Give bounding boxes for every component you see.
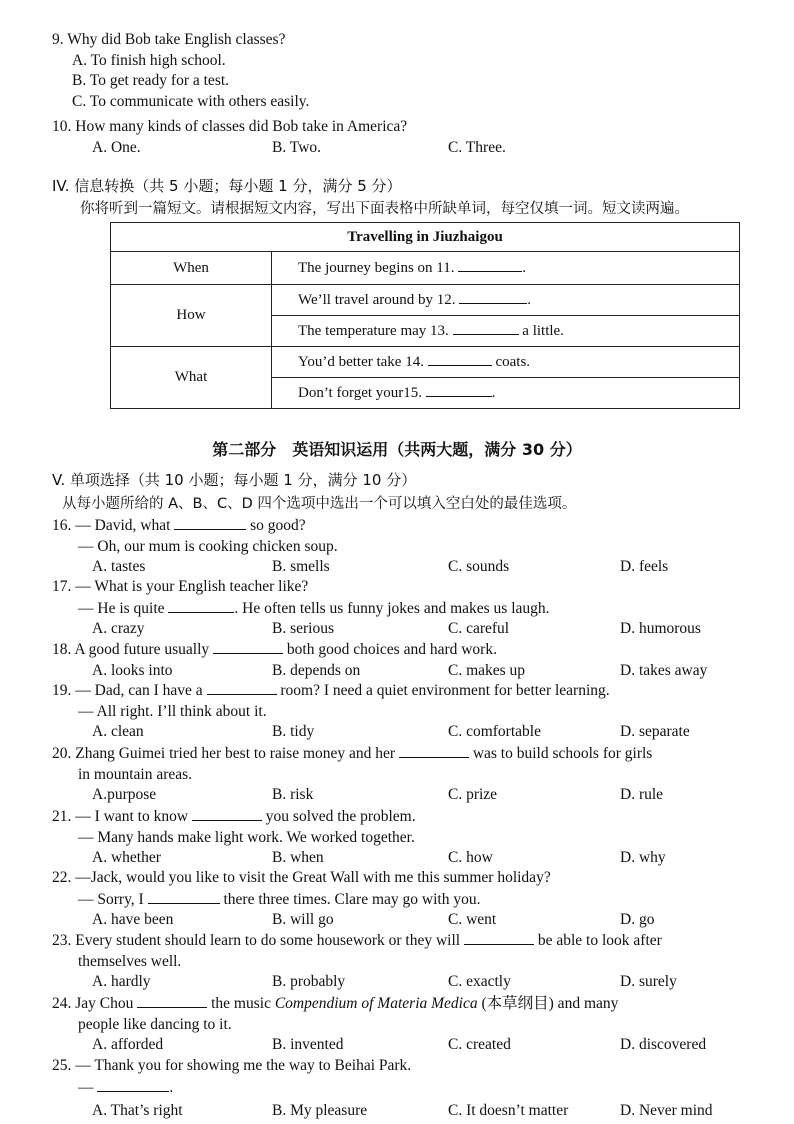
option-c: C. careful bbox=[448, 620, 510, 638]
option-c: C. created bbox=[448, 1036, 511, 1054]
row-label: How bbox=[111, 285, 272, 347]
answer-blank[interactable] bbox=[207, 680, 277, 695]
answer-blank[interactable] bbox=[464, 930, 534, 945]
question-9 bbox=[52, 30, 772, 112]
option-b: B. Two. bbox=[272, 138, 322, 156]
option-b: B. when bbox=[272, 849, 324, 867]
question-10 bbox=[52, 117, 772, 159]
answer-blank[interactable] bbox=[148, 889, 220, 904]
option-d: D. humorous bbox=[620, 620, 701, 638]
option-c: C. comfortable bbox=[448, 723, 541, 741]
option-d: D. why bbox=[620, 849, 666, 867]
option-c: C. To communicate with others easily. bbox=[72, 92, 310, 110]
option-a: A. crazy bbox=[92, 620, 145, 638]
option-d: D. go bbox=[620, 911, 655, 929]
option-b: B. serious bbox=[272, 620, 334, 638]
table-row bbox=[111, 347, 740, 378]
option-b: B. depends on bbox=[272, 661, 361, 679]
answer-blank-13[interactable] bbox=[453, 320, 519, 335]
option-b: B. My pleasure bbox=[272, 1102, 368, 1120]
option-a: A. looks into bbox=[92, 661, 173, 679]
option-b: B. risk bbox=[272, 786, 314, 804]
row-label: When bbox=[111, 252, 272, 285]
option-b: B. To get ready for a test. bbox=[72, 72, 230, 90]
info-table bbox=[110, 222, 740, 409]
question-stem: 9. Why did Bob take English classes? bbox=[52, 31, 286, 48]
option-d: D. rule bbox=[620, 786, 664, 804]
question-17: 17. — What is your English teacher like? — He is quite . He often tells us funny jokes and makes us laugh. A. crazy B. serious C. careful D. humorous bbox=[52, 577, 772, 640]
table-title: Travelling in Jiuzhaigou bbox=[111, 223, 740, 252]
option-b: B. smells bbox=[272, 558, 330, 576]
answer-blank-11[interactable] bbox=[458, 257, 522, 272]
answer-blank[interactable] bbox=[97, 1077, 169, 1092]
table-cell: The temperature may 13. a little. bbox=[272, 316, 740, 347]
question-23: 23. Every student should learn to do some housework or they will be able to look after themselves well. A. hardly B. probably C. exactly D. surely bbox=[52, 930, 772, 993]
question-20: 20. Zhang Guimei tried her best to raise money and her was to build schools for girls in mountain areas. A.purpose B. risk C. prize D. rule bbox=[52, 743, 772, 806]
option-a: A. clean bbox=[92, 723, 144, 741]
option-a: A. One. bbox=[92, 138, 141, 156]
book-title: Compendium of Materia Medica bbox=[274, 995, 478, 1012]
option-a: A. hardly bbox=[92, 973, 151, 991]
question-18: 18. A good future usually both good choices and hard work. A. looks into B. depends on C. makes up D. takes away bbox=[52, 639, 772, 682]
table-cell: The journey begins on 11. . bbox=[272, 252, 740, 285]
option-a: A.purpose bbox=[92, 786, 157, 804]
option-c: C. makes up bbox=[448, 661, 526, 679]
answer-blank[interactable] bbox=[213, 639, 283, 654]
option-d: D. discovered bbox=[620, 1036, 707, 1054]
option-c: C. went bbox=[448, 911, 497, 929]
table-cell: You’d better take 14. coats. bbox=[272, 347, 740, 378]
question-25: 25. — Thank you for showing me the way to Beihai Park. — . A. That’s right B. My pleasure C. It doesn’t matter D. Never mind bbox=[52, 1056, 772, 1122]
option-c: C. Three. bbox=[448, 138, 506, 156]
option-a: A. That’s right bbox=[92, 1102, 183, 1120]
option-b: B. invented bbox=[272, 1036, 344, 1054]
question-16: 16. — David, what so good? — Oh, our mum is cooking chicken soup. A. tastes B. smells C. sounds D. feels bbox=[52, 515, 772, 578]
option-b: B. will go bbox=[272, 911, 334, 929]
answer-blank[interactable] bbox=[174, 515, 246, 530]
option-a: A. whether bbox=[92, 849, 161, 867]
option-d: D. Never mind bbox=[620, 1102, 713, 1120]
option-a: A. To finish high school. bbox=[72, 51, 226, 69]
option-d: D. separate bbox=[620, 723, 690, 741]
section-4-instruction: 你将听到一篇短文。请根据短文内容，写出下面表格中所缺单词，每空仅填一词。短文读两遍。 bbox=[80, 201, 689, 217]
answer-blank-15[interactable] bbox=[426, 382, 492, 397]
answer-blank-12[interactable] bbox=[459, 289, 527, 304]
table-cell: Don’t forget your15. . bbox=[272, 378, 740, 409]
option-c: C. exactly bbox=[448, 973, 511, 991]
question-24: 24. Jay Chou the music Compendium of Materia Medica (本草纲目) and many people like dancing to it. A. afforded B. invented C. created D. discovered bbox=[52, 993, 772, 1056]
option-b: B. tidy bbox=[272, 723, 315, 741]
option-d: D. takes away bbox=[620, 661, 708, 679]
table-row bbox=[111, 252, 740, 285]
option-c: C. how bbox=[448, 849, 493, 867]
answer-blank[interactable] bbox=[399, 743, 469, 758]
option-b: B. probably bbox=[272, 973, 346, 991]
section-4-heading: IV. 信息转换（共 5 小题；每小题 1 分，满分 5 分） bbox=[52, 177, 402, 195]
answer-blank-14[interactable] bbox=[428, 351, 492, 366]
option-a: A. have been bbox=[92, 911, 174, 929]
question-19: 19. — Dad, can I have a room? I need a quiet environment for better learning. — All right. I’ll think about it. A. clean B. tidy C. comfortable D. separate bbox=[52, 680, 772, 743]
table-cell: We’ll travel around by 12. . bbox=[272, 285, 740, 316]
option-d: D. feels bbox=[620, 558, 669, 576]
answer-blank[interactable] bbox=[137, 993, 207, 1008]
row-label: What bbox=[111, 347, 272, 409]
section-5-instruction: 从每小题所给的 A、B、C、D 四个选项中选出一个可以填入空白处的最佳选项。 bbox=[62, 496, 577, 512]
option-c: C. prize bbox=[448, 786, 498, 804]
question-22: 22. —Jack, would you like to visit the Great Wall with me this summer holiday? — Sorry, I there three times. Clare may go with you. A. have been B. will go C. went D. go bbox=[52, 868, 772, 931]
part-2-title: 第二部分 英语知识运用（共两大题，满分 30 分） bbox=[212, 440, 582, 459]
section-5-heading: V. 单项选择（共 10 小题；每小题 1 分，满分 10 分） bbox=[52, 471, 417, 489]
question-21: 21. — I want to know you solved the problem. — Many hands make light work. We worked together. A. whether B. when C. how D. why bbox=[52, 806, 772, 869]
answer-blank[interactable] bbox=[168, 598, 234, 613]
option-c: C. It doesn’t matter bbox=[448, 1102, 569, 1120]
table-row bbox=[111, 285, 740, 316]
answer-blank[interactable] bbox=[192, 806, 262, 821]
option-c: C. sounds bbox=[448, 558, 510, 576]
option-d: D. surely bbox=[620, 973, 677, 991]
option-a: A. afforded bbox=[92, 1036, 164, 1054]
option-a: A. tastes bbox=[92, 558, 146, 576]
question-stem: 10. How many kinds of classes did Bob take in America? bbox=[52, 118, 408, 135]
